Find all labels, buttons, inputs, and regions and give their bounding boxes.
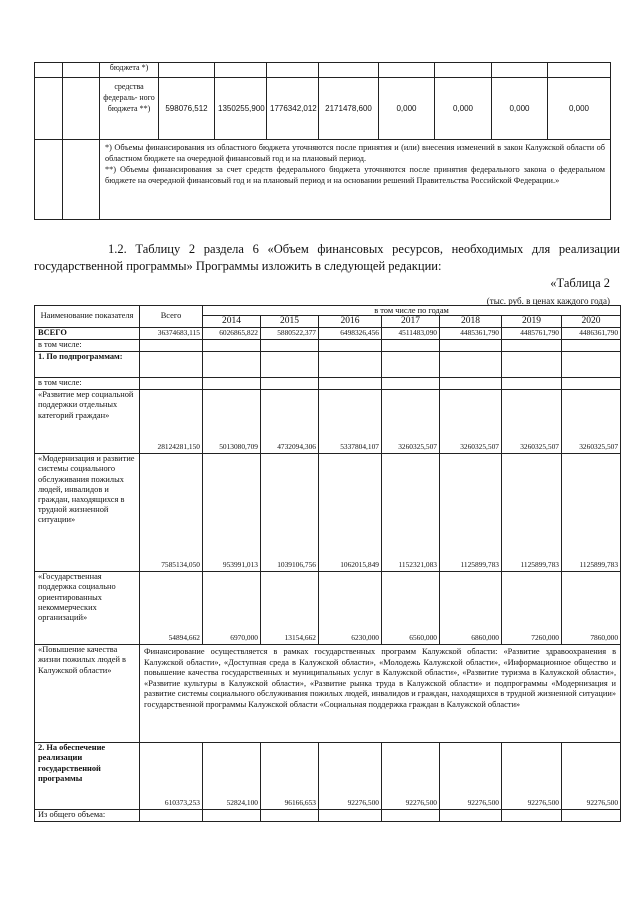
row-label: 2. На обеспечение реализации государственной программы (35, 743, 140, 810)
value-cell: 610373,253 (140, 743, 203, 810)
value-cell: 92276,500 (562, 743, 621, 810)
year-header: 2019 (502, 316, 562, 328)
header-total: Всего (140, 306, 203, 328)
value-cell: 0,000 (379, 78, 435, 140)
row-label: ВСЕГО (35, 328, 140, 340)
value-cell: 92276,500 (502, 743, 562, 810)
value-cell: 6230,000 (319, 572, 382, 645)
financing-note: Финансирование осуществляется в рамках государственных программ Калужской области: «Развитие здравоохранения в Калужской области», «Доступная среда в Калужской области», «Молодежь Калужской области», «Информационное общество и повышение качества государственных и муниципальных услуг в Калужской области», «Развитие туризма в Калужской области», «Развитие культуры в Калужской области», «Развитие рынка труда в Калужской области» и подпрограммы «Модернизация и развитие системы социального обслуживания пожилых людей, инвалидов и граждан, находящихся в трудной жизненной ситуации» государственной программы Калужской области «Социальная поддержка граждан в Калужской области» (140, 645, 621, 743)
value-cell: 0,000 (492, 78, 548, 140)
value-cell: 6026865,822 (203, 328, 261, 340)
value-cell: 1039106,756 (261, 454, 319, 572)
row-label: «Государственная поддержка социально ориентированных некоммерческих организаций» (35, 572, 140, 645)
row-label: «Повышение качества жизни пожилых людей в Калужской области» (35, 645, 140, 743)
value-cell: 3260325,507 (440, 390, 502, 454)
row-label: средства федераль- ного бюджета **) (100, 78, 159, 140)
value-cell: 3260325,507 (382, 390, 440, 454)
row-label: «Модернизация и развитие системы социального обслуживания пожилых людей, инвалидов и граждан, находящихся в трудной жизненной ситуации» (35, 454, 140, 572)
amendment-paragraph: 1.2. Таблицу 2 раздела 6 «Объем финансовых ресурсов, необходимых для реализации государственной программы» Программы изложить в следующей редакции: (34, 242, 620, 273)
year-header: 2014 (203, 316, 261, 328)
value-cell: 13154,662 (261, 572, 319, 645)
value-cell: 4485761,790 (502, 328, 562, 340)
row-label: «Развитие мер социальной поддержки отдельных категорий граждан» (35, 390, 140, 454)
year-header: 2015 (261, 316, 319, 328)
value-cell: 1776342,012 (267, 78, 319, 140)
value-cell: 92276,500 (319, 743, 382, 810)
header-years-group: в том числе по годам (203, 306, 621, 316)
row-label: в том числе: (35, 378, 140, 390)
value-cell: 0,000 (548, 78, 611, 140)
footnote-federal: **) Объемы финансирования за счет средств федерального бюджета уточняются после принятия федерального закона о федеральном бюджете на очередной финансовый год и на плановый период и на основании решений Правительства Российской Федерации.» (105, 165, 605, 185)
value-cell: 5013080,709 (203, 390, 261, 454)
value-cell: 2171478,600 (319, 78, 379, 140)
value-cell: 96166,653 (261, 743, 319, 810)
value-cell: 6560,000 (382, 572, 440, 645)
row-label: Из общего объема: (35, 810, 140, 822)
value-cell: 54894,662 (140, 572, 203, 645)
value-cell: 28124281,150 (140, 390, 203, 454)
value-cell: 1125899,783 (562, 454, 621, 572)
footnotes-cell (100, 140, 611, 220)
footnote-regional: *) Объемы финансирования из областного бюджета уточняются после принятия и (или) внесения изменений в закон Калужской области об областном бюджете на очередной финансовый год и на плановый период. (105, 143, 605, 163)
row-label: в том числе: (35, 340, 140, 352)
year-header: 2016 (319, 316, 382, 328)
value-cell: 3260325,507 (502, 390, 562, 454)
value-cell: 598076,512 (159, 78, 215, 140)
value-cell: 7260,000 (502, 572, 562, 645)
value-cell: 1350255,900 (215, 78, 267, 140)
value-cell: 4511483,090 (382, 328, 440, 340)
value-cell: 5880522,377 (261, 328, 319, 340)
value-cell: 1062015,849 (319, 454, 382, 572)
value-cell: 5337804,107 (319, 390, 382, 454)
value-cell: 92276,500 (440, 743, 502, 810)
row-label: бюджета *) (100, 63, 159, 78)
value-cell: 1152321,083 (382, 454, 440, 572)
financing-sources-table (34, 62, 611, 220)
value-cell: 92276,500 (382, 743, 440, 810)
table-title: «Таблица 2 (550, 276, 610, 290)
year-header: 2018 (440, 316, 502, 328)
value-cell: 4486361,790 (562, 328, 621, 340)
units-note: (тыс. руб. в ценах каждого года) (486, 296, 610, 306)
year-header: 2020 (562, 316, 621, 328)
value-cell: 1125899,783 (502, 454, 562, 572)
row-label: 1. По подпрограммам: (35, 352, 140, 378)
value-cell: 6498326,456 (319, 328, 382, 340)
value-cell: 52824,100 (203, 743, 261, 810)
value-cell: 3260325,507 (562, 390, 621, 454)
value-cell: 4732094,306 (261, 390, 319, 454)
header-name: Наименование показателя (35, 306, 140, 328)
value-cell: 4485361,790 (440, 328, 502, 340)
value-cell: 7860,000 (562, 572, 621, 645)
value-cell: 1125899,783 (440, 454, 502, 572)
value-cell: 953991,013 (203, 454, 261, 572)
financial-resources-table (34, 305, 621, 822)
value-cell: 7585134,050 (140, 454, 203, 572)
value-cell: 6860,000 (440, 572, 502, 645)
value-cell: 6970,000 (203, 572, 261, 645)
value-cell: 36374683,115 (140, 328, 203, 340)
value-cell: 0,000 (435, 78, 492, 140)
year-header: 2017 (382, 316, 440, 328)
